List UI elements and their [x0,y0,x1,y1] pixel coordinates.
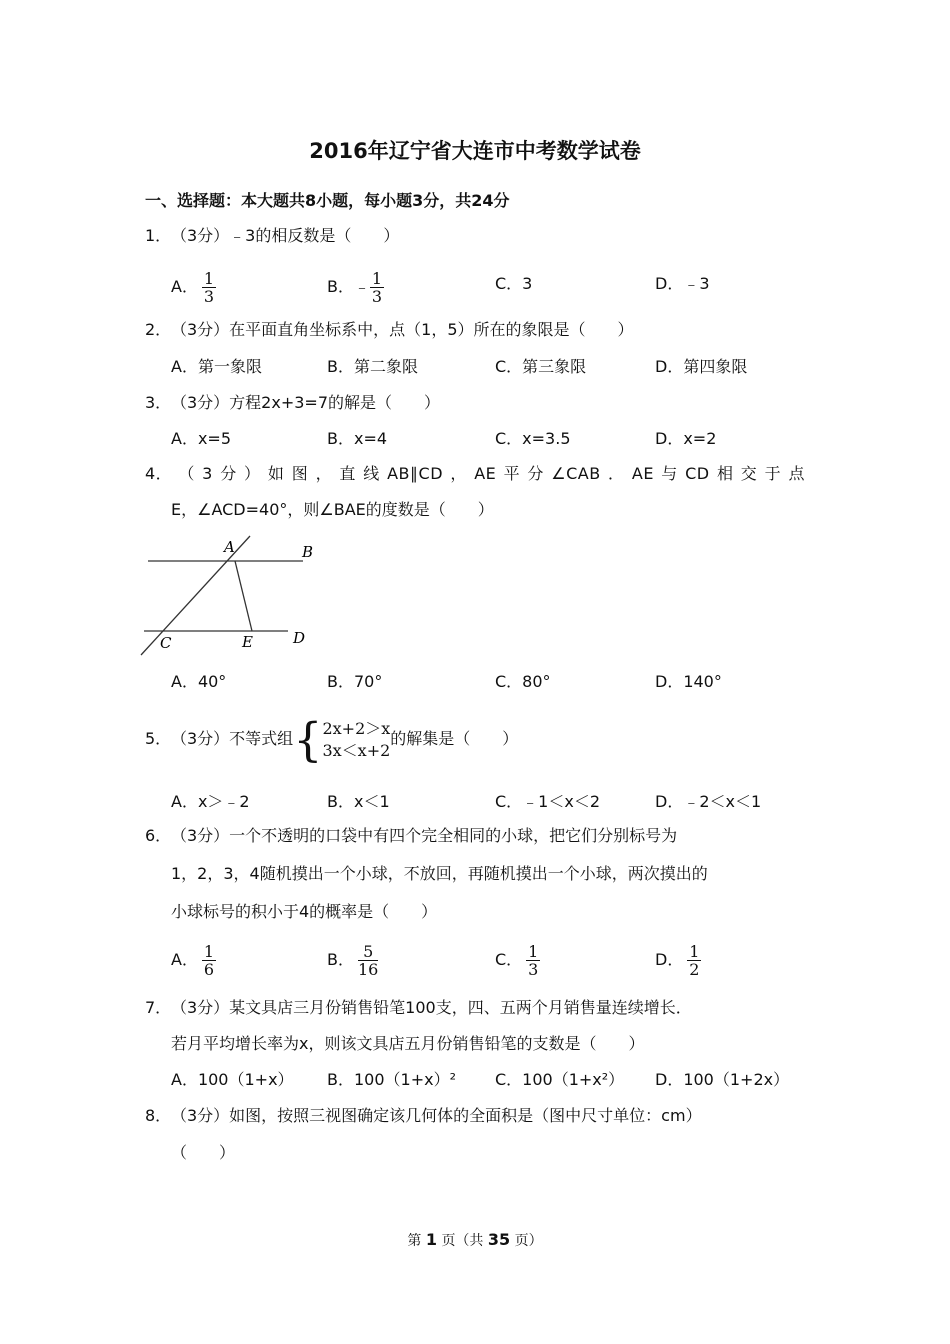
question-number: 1． [145,226,172,245]
question-number: 5． [145,729,172,748]
question-8-line-2: （ ） [171,1143,236,1162]
q4-option-d[interactable]: D．140° [655,672,722,691]
question-7-line-2: 若月平均增长率为x，则该文具店五月份销售铅笔的支数是（ ） [171,1034,645,1053]
footer-suffix: 页） [514,1233,543,1249]
q6-option-b[interactable] [327,943,378,978]
q3-option-b[interactable]: B．x=4 [327,429,388,448]
label-a: A [224,538,235,556]
fraction: $\frac{1}{3}$ [203,269,215,306]
inequality-1: 2x+2＞x [322,718,391,738]
footer-middle: 页（共 [441,1233,484,1249]
q5-option-d[interactable]: D．﹣2＜x＜1 [655,792,762,811]
question-text: （3分）在平面直角坐标系中，点（1，5）所在的象限是（ ） [171,320,634,339]
question-number: 2． [145,320,172,339]
q6-option-c[interactable] [495,943,540,978]
q7-option-c[interactable]: C．100（1+x²） [495,1070,625,1089]
question-6-line-3: 小球标号的积小于4的概率是（ ） [171,902,438,921]
q4-option-a[interactable]: A．40° [171,672,227,691]
inequality-system [322,718,390,762]
q6-option-d[interactable] [655,943,701,978]
option-label: D． [655,950,684,969]
page-footer [0,1230,950,1250]
q4-option-b[interactable]: B．70° [327,672,383,691]
q3-option-c[interactable]: C．x=3.5 [495,429,571,448]
question-number: 4． [145,464,173,483]
fraction: $\frac{1}{3}$ [371,269,383,306]
q1-option-a[interactable] [171,270,216,305]
parallel-lines-figure [138,533,318,658]
question-text: （3分）某文具店三月份销售铅笔100支，四、五两个月销售量连续增长． [171,998,692,1017]
q4-option-c[interactable]: C．80° [495,672,551,691]
question-text: （3分）方程2x+3=7的解是（ ） [171,393,441,412]
option-label: A． [171,950,198,969]
question-8 [145,1104,702,1128]
question-2 [145,318,634,342]
fraction: $\frac{1}{6}$ [203,942,215,979]
question-text: （3分）一个不透明的口袋中有四个完全相同的小球，把它们分别标号为 [171,826,678,845]
fraction: $\frac{5}{16}$ [357,942,379,979]
q5-option-c[interactable]: C．﹣1＜x＜2 [495,792,601,811]
question-number: 8． [145,1106,172,1125]
label-e: E [242,633,253,651]
line-ae [235,561,252,631]
question-4 [145,462,805,486]
question-1 [145,224,399,248]
q5-option-a[interactable]: A．x＞﹣2 [171,792,250,811]
q3-option-d[interactable]: D．x=2 [655,429,717,448]
brace-symbol: { [293,712,323,767]
question-number: 6． [145,826,172,845]
inequality-2: 3x＜x+2 [322,740,391,760]
page-total: 35 [487,1230,511,1249]
label-d: D [293,629,306,647]
fraction: $\frac{1}{3}$ [528,942,539,979]
q3-option-a[interactable]: A．x=5 [171,429,232,448]
question-text: （3分）如图，直线AB∥CD，AE平分∠CAB．AE与CD相交于点 [171,464,805,483]
question-text-end: 的解集是（ ） [390,729,519,748]
label-c: C [160,634,172,652]
label-b: B [302,543,314,561]
page-number: 1 [425,1230,437,1249]
q1-option-b[interactable] [327,270,384,305]
page-title: 2016年辽宁省大连市中考数学试卷 [309,139,641,163]
question-text: （3分）﹣3的相反数是（ ） [171,226,400,245]
q7-option-b[interactable]: B．100（1+x）² [327,1070,456,1089]
option-label: A． [171,277,198,296]
question-6 [145,824,677,848]
question-7 [145,996,692,1020]
q2-option-c[interactable]: C．第三象限 [495,357,587,376]
section-heading: 一、选择题：本大题共8小题，每小题3分，共24分 [145,191,510,210]
q7-option-d[interactable]: D．100（1+2x） [655,1070,790,1089]
question-3 [145,391,440,415]
q5-option-b[interactable]: B．x＜1 [327,792,390,811]
option-label: B． [327,950,354,969]
question-text: （3分）如图，按照三视图确定该几何体的全面积是（图中尺寸单位：cm） [171,1106,702,1125]
footer-prefix: 第 [407,1233,422,1249]
q7-option-a[interactable]: A．100（1+x） [171,1070,294,1089]
q6-option-a[interactable] [171,943,216,978]
fraction: $\frac{1}{2}$ [689,942,700,979]
question-number: 3． [145,393,172,412]
q2-option-a[interactable]: A．第一象限 [171,357,262,376]
question-number: 7． [145,998,172,1017]
q2-option-d[interactable]: D．第四象限 [655,357,748,376]
question-text: （3分）不等式组 [171,729,294,748]
q2-option-b[interactable]: B．第二象限 [327,357,418,376]
q1-option-d[interactable]: D．﹣3 [655,274,710,293]
negative-sign: ﹣ [353,277,370,296]
option-label: B． [327,277,354,296]
question-4-continued: E，∠ACD=40°，则∠BAE的度数是（ ） [171,500,494,519]
question-5 [145,712,518,766]
q1-option-c[interactable]: C．3 [495,274,533,293]
question-6-line-2: 1，2，3，4随机摸出一个小球，不放回，再随机摸出一个小球，两次摸出的 [171,864,708,883]
option-label: C． [495,950,523,969]
